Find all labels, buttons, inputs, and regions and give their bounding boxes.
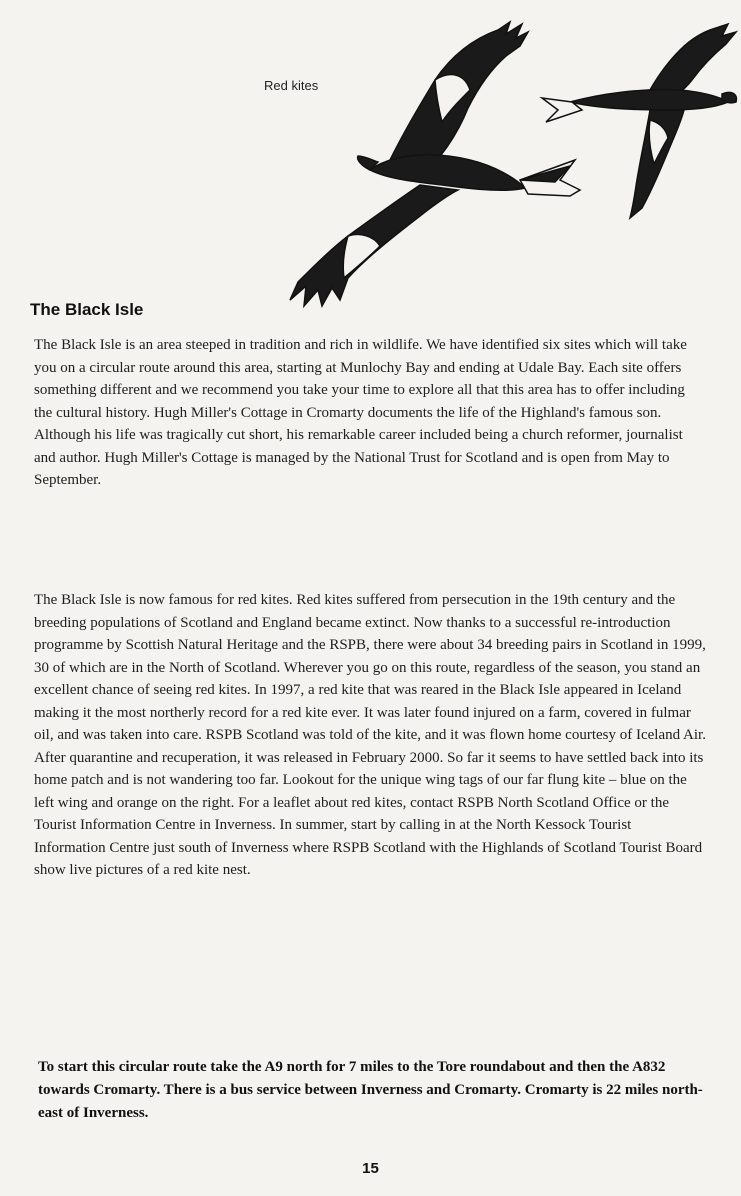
body-paragraph-1: The Black Isle is an area steeped in tradition and rich in wildlife. We have identified six sites which will take you on a circular route around this area, starting at Munlochy Bay and ending at Udale Bay. Each site offers something different and we recommend you take your time to explore all that this area has to offer including the cultural history. Hugh Miller's Cottage in Cromarty documents the life of the Highland's famous son. Although his life was tragically cut short, his remarkable career included being a church reformer, journalist and author. Hugh Miller's Cottage is managed by the National Trust for Scotland and is open from May to September. [34, 337, 687, 488]
section-title: The Black Isle [30, 300, 144, 319]
body-paragraph-2: The Black Isle is now famous for red kites. Red kites suffered from persecution in the 19th century and the breeding populations of Scotland and England became extinct. Now thanks to a successful re-introduction programme by Scottish Natural Heritage and the RSPB, there were about 34 breeding pairs in Scotland in 1999, 30 of which are in the North of Scotland. Wherever you go on this route, regardless of the season, you stand an excellent chance of seeing red kites. In 1997, a red kite that was reared in the Black Isle appeared in Iceland making it the most northerly record for a red kite ever. It was later found injured on a farm, covered in fulmar oil, and was taken into care. RSPB Scotland was told of the kite, and it was flown home courtesy of Iceland Air. After quarantine and recuperation, it was released in February 2000. So far it seems to have settled back into its home patch and is not wandering too far. Lookout for the unique wing tags of our far flung kite – blue on the left wing and orange on the right. For a leaflet about red kites, contact RSPB North Scotland Office or the Tourist Information Centre in Inverness. In summer, start by calling in at the North Kessock Tourist Information Centre just south of Inverness where RSPB Scotland with the Highlands of Scotland Tourist Board show live pictures of a red kite nest. [34, 592, 706, 878]
page-number: 15 [362, 1160, 379, 1177]
red-kite-birds-icon [270, 10, 740, 310]
illustration-caption: Red kites [264, 78, 319, 93]
red-kite-bird-left [290, 22, 580, 306]
directions-paragraph: To start this circular route take the A9 north for 7 miles to the Tore roundabout and then the A832 towards Cromarty. There is a bus service between Inverness and Cromarty. Cromarty is 22 miles north-east of Inverness. [38, 1059, 703, 1121]
